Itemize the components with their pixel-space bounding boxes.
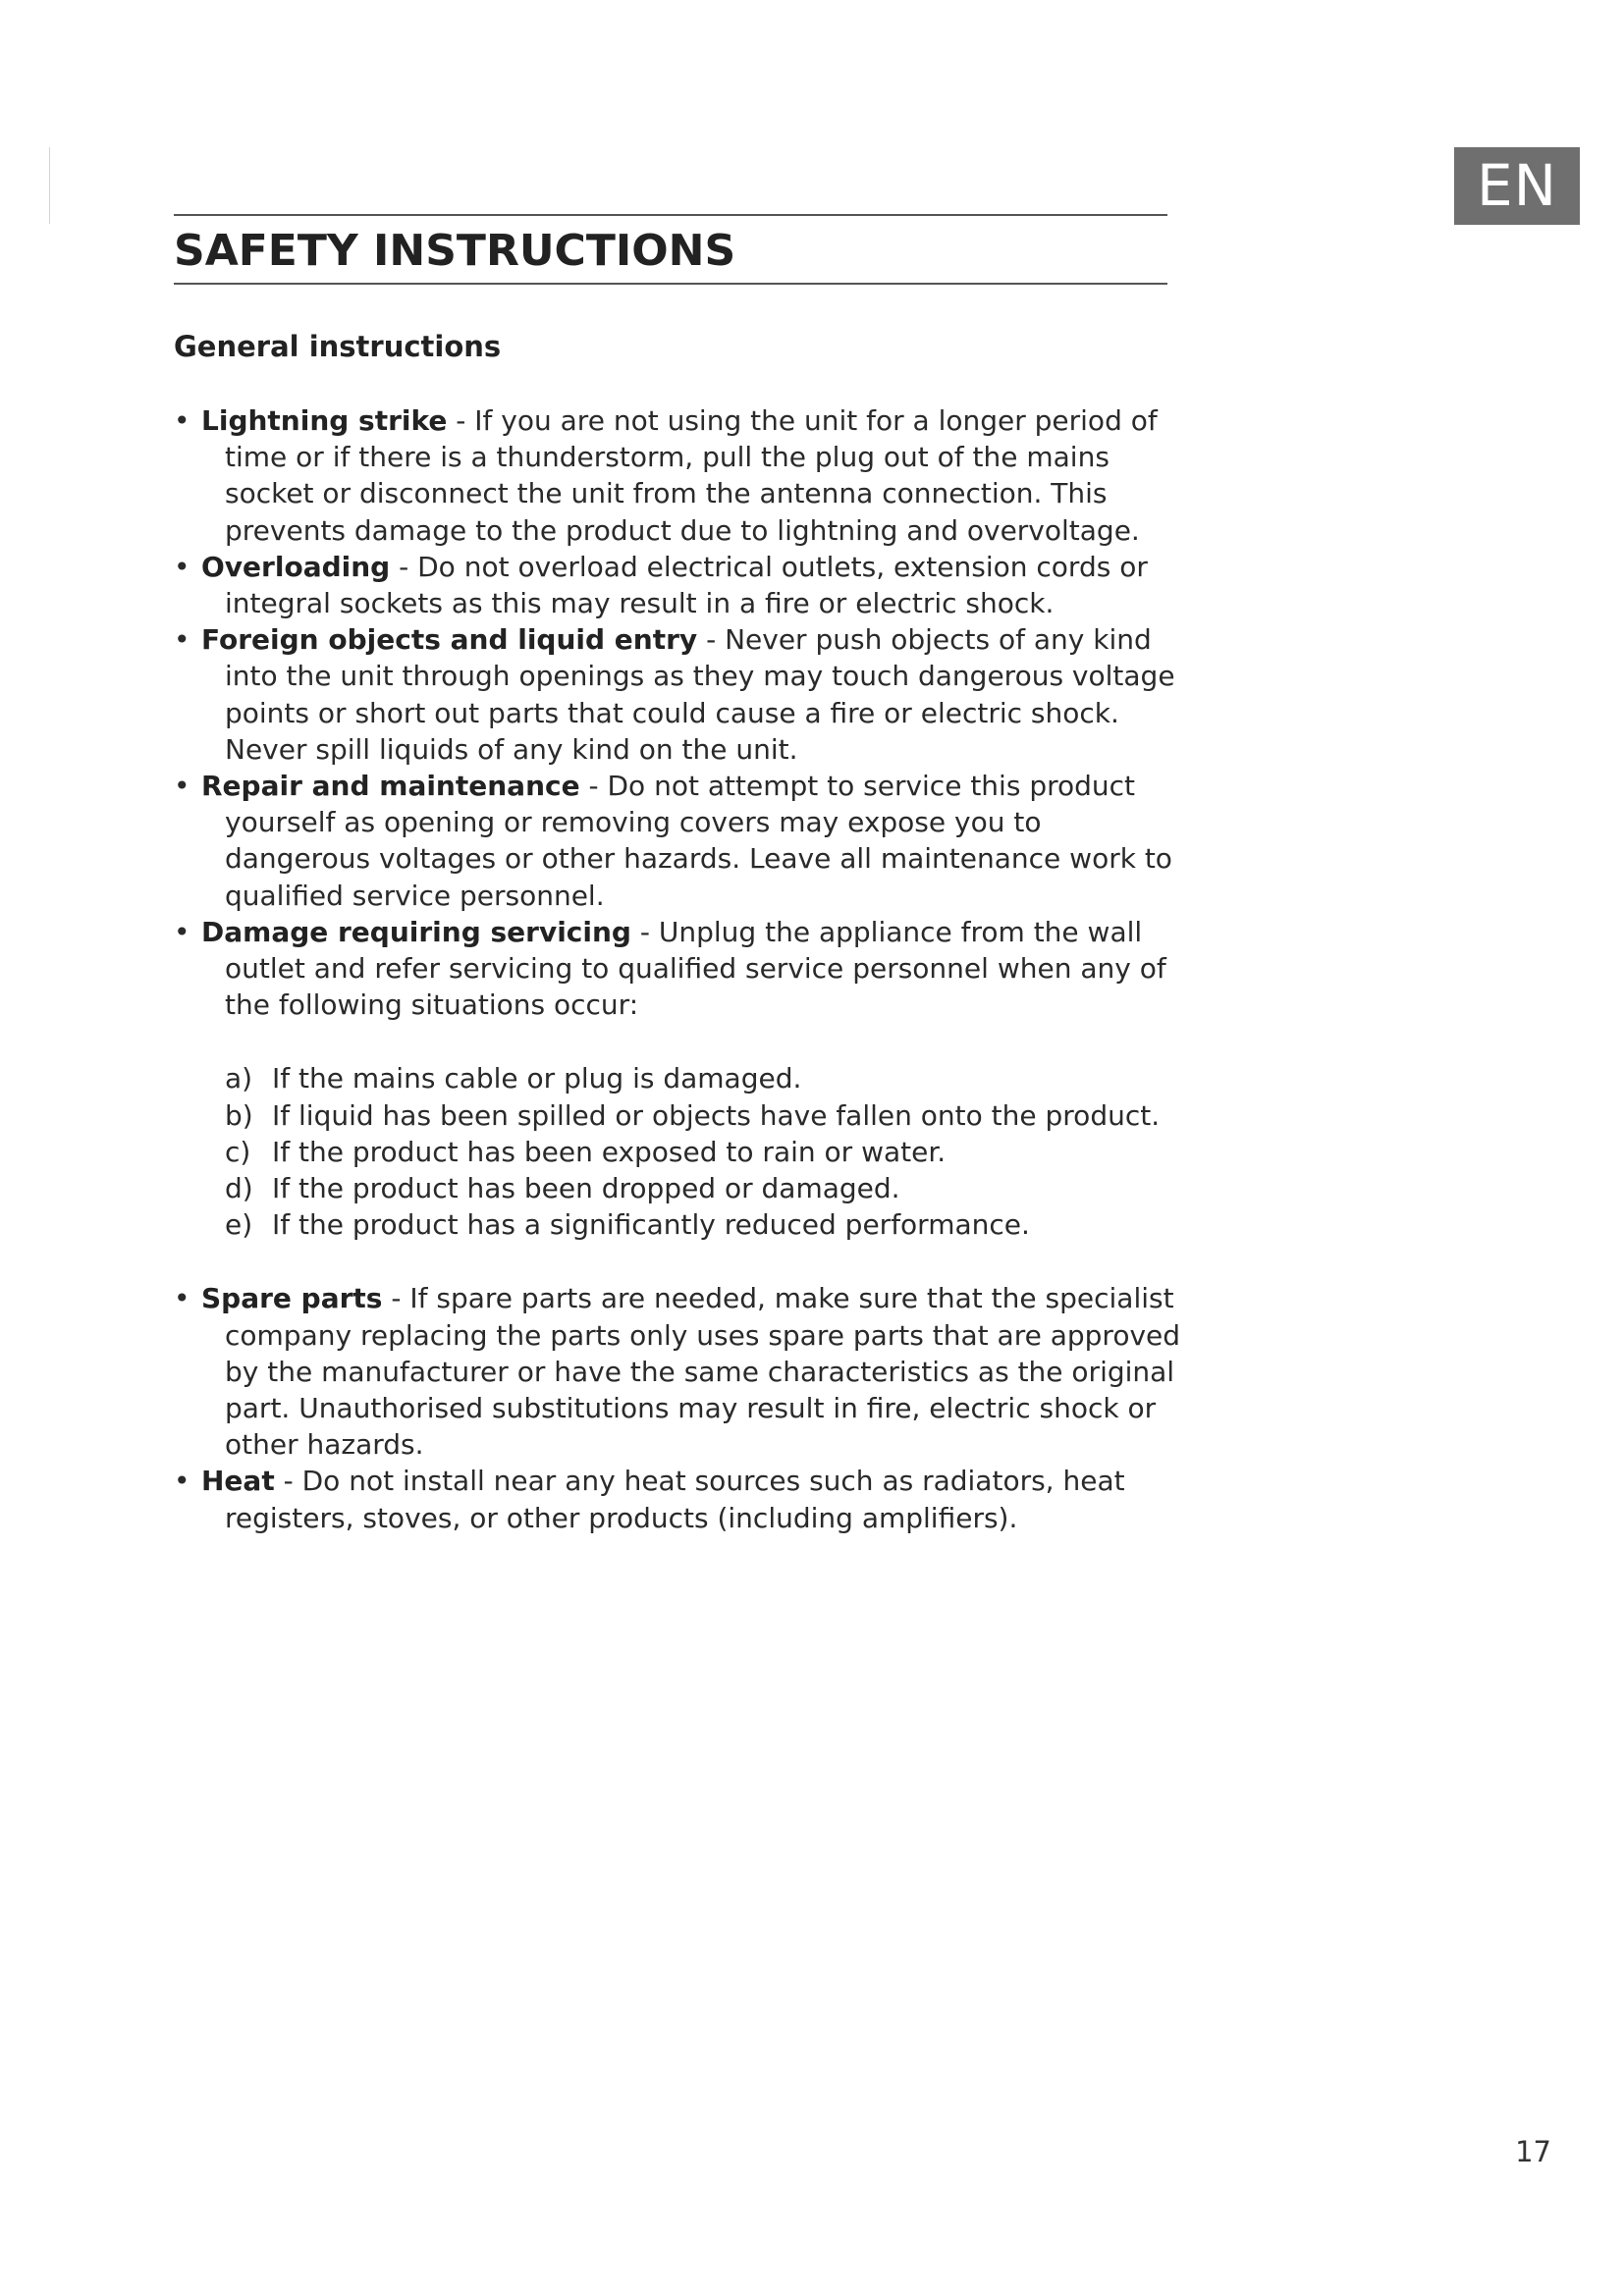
situation-item <box>225 1206 1195 1243</box>
instruction-term: Lightning strike <box>201 404 448 437</box>
instruction-item <box>174 1463 1195 1535</box>
instruction-term: Repair and maintenance <box>201 770 580 803</box>
instruction-separator: - <box>274 1465 302 1498</box>
title-rule-bottom <box>174 283 1167 285</box>
instruction-separator: - <box>579 770 608 803</box>
situation-letter: e) <box>225 1208 253 1242</box>
situation-letter: c) <box>225 1135 251 1168</box>
language-tab: EN <box>1454 147 1580 225</box>
situation-item <box>225 1134 1195 1170</box>
instruction-separator: - <box>697 623 726 657</box>
instruction-term: Foreign objects and liquid entry <box>201 623 698 657</box>
instruction-text: Never push objects of any kind into the unit through openings as they may touch dangerous voltage points or short out parts that could cause a fire or electric shock. Never spill liquids of any kind on the unit. <box>225 623 1175 766</box>
instruction-separator: - <box>630 915 659 948</box>
instruction-term: Damage requiring servicing <box>201 915 631 948</box>
instruction-text: Unplug the appliance from the wall outlet and refer servicing to qualified service personnel when any of the following situations occur: <box>225 915 1166 1022</box>
instruction-term: Spare parts <box>201 1282 383 1315</box>
page-number: 17 <box>1515 2135 1551 2168</box>
instruction-list-continued <box>174 1280 1195 1535</box>
instruction-text: If spare parts are needed, make sure that the specialist company replacing the parts only uses spare parts that are approved by the manufacturer or have the same characteristics as the original part. Unauthorised substitutions may result in fire, electric shock or other hazards. <box>225 1282 1181 1462</box>
instruction-term: Overloading <box>201 550 391 583</box>
section-heading: General instructions <box>174 330 502 363</box>
situation-text: If the product has been dropped or damaged. <box>272 1172 900 1205</box>
instruction-separator: - <box>447 404 475 437</box>
situation-item <box>225 1060 1195 1096</box>
instruction-text: Do not attempt to service this product yourself as opening or removing covers may expose you to dangerous voltages or other hazards. Leave all maintenance work to qualified service personnel. <box>225 770 1172 912</box>
situation-letter: b) <box>225 1098 253 1132</box>
situation-text: If the product has a significantly reduced performance. <box>272 1208 1030 1242</box>
situation-text: If the mains cable or plug is damaged. <box>272 1062 802 1095</box>
instruction-separator: - <box>382 1282 410 1315</box>
instruction-item <box>174 1280 1195 1463</box>
instruction-list <box>174 402 1195 1023</box>
instruction-separator: - <box>390 550 418 583</box>
instruction-item <box>174 768 1195 914</box>
instruction-term: Heat <box>201 1465 275 1498</box>
instruction-item <box>174 621 1195 768</box>
instruction-text: Do not overload electrical outlets, extension cords or integral sockets as this may result in a fire or electric shock. <box>225 550 1148 620</box>
situation-letter: a) <box>225 1062 253 1095</box>
margin-mark <box>49 147 50 224</box>
page-title: SAFETY INSTRUCTIONS <box>174 226 736 276</box>
instruction-item <box>174 549 1195 621</box>
instruction-item <box>174 914 1195 1024</box>
situation-text: If liquid has been spilled or objects have fallen onto the product. <box>272 1098 1161 1132</box>
situation-text: If the product has been exposed to rain or water. <box>272 1135 947 1168</box>
situation-item <box>225 1170 1195 1206</box>
title-rule-top <box>174 214 1167 216</box>
spacer <box>174 1023 1195 1060</box>
spacer <box>174 1243 1195 1280</box>
instruction-text: If you are not using the unit for a longer period of time or if there is a thunderstorm, pull the plug out of the mains socket or disconnect the unit from the antenna connection. This prevents damage to the product due to lightning and overvoltage. <box>225 404 1158 547</box>
instruction-text: Do not install near any heat sources such as radiators, heat registers, stoves, or other products (including amplifiers). <box>225 1465 1125 1534</box>
situation-list <box>174 1060 1195 1243</box>
instruction-item <box>174 402 1195 549</box>
situation-item <box>225 1097 1195 1134</box>
situation-letter: d) <box>225 1172 253 1205</box>
instructions-content <box>174 402 1195 1536</box>
